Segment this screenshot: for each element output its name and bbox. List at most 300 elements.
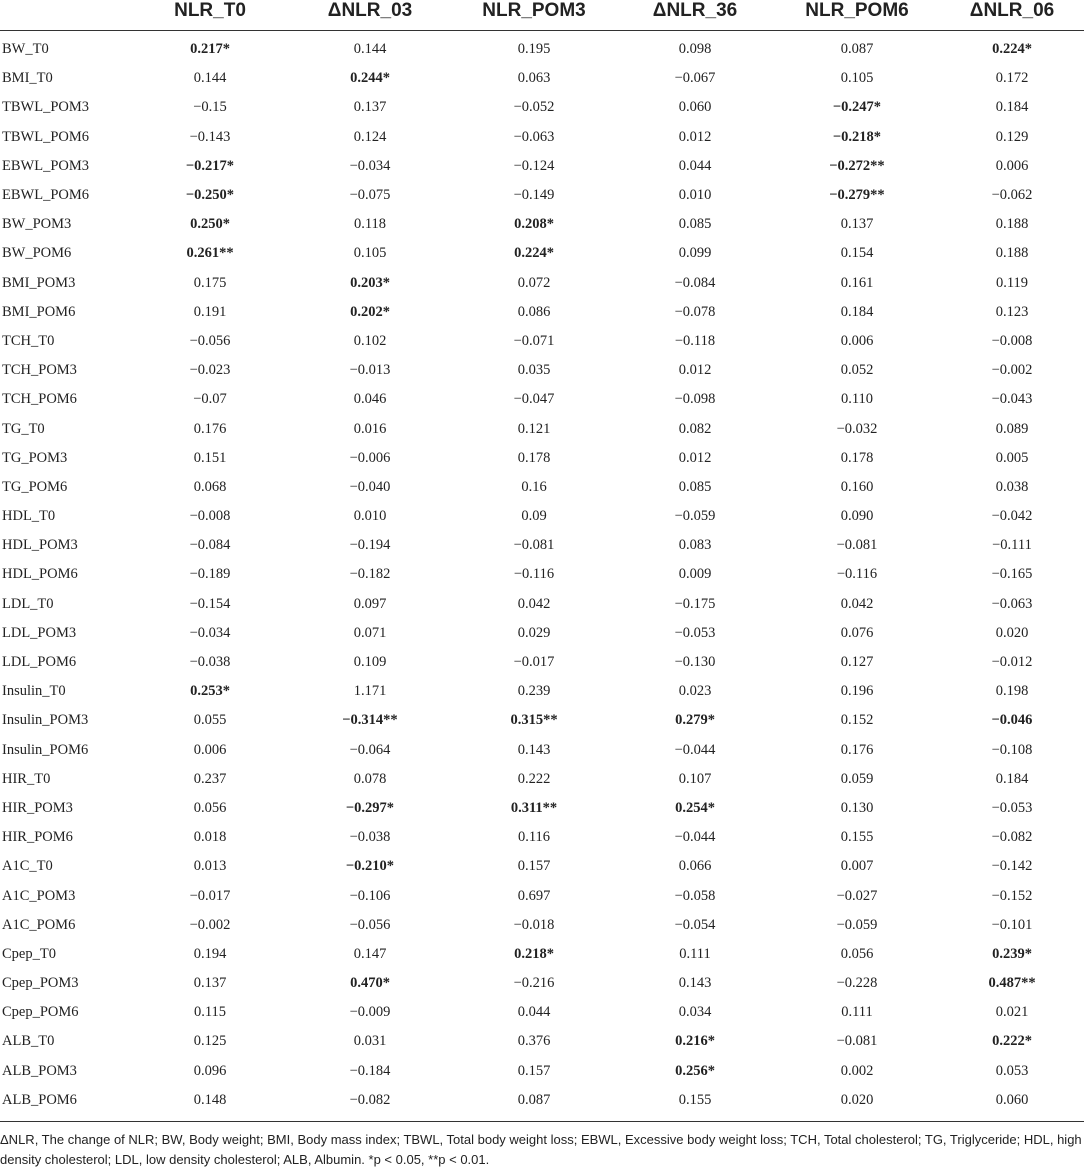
table-cell: 0.239* (992, 945, 1032, 962)
table-cell: 0.315** (510, 712, 558, 729)
table-cell: 0.005 (995, 449, 1029, 466)
table-cell: 0.020 (995, 624, 1029, 641)
table-cell: 0.203* (350, 274, 390, 291)
table-cell: 0.137 (353, 99, 387, 116)
table-cell: −0.297* (345, 799, 395, 816)
table-cell: 0.082 (678, 420, 712, 437)
table-row (0, 64, 1084, 93)
table-cell: −0.002 (189, 916, 231, 933)
table-row (0, 444, 1084, 473)
table-row (0, 298, 1084, 327)
table-cell: −0.210* (345, 858, 395, 875)
table-cell: 0.184 (840, 303, 874, 320)
table-cell: 0.012 (678, 362, 712, 379)
table-cell: 0.224* (992, 41, 1032, 58)
table-cell: −0.059 (674, 508, 716, 525)
table-cell: 0.311** (510, 799, 558, 816)
row-label: TCH_POM6 (2, 391, 77, 408)
table-cell: 0.118 (353, 216, 387, 233)
table-cell: −0.038 (349, 829, 391, 846)
table-cell: −0.124 (513, 157, 555, 174)
table-header (0, 0, 1084, 31)
row-label: Insulin_POM6 (2, 741, 89, 758)
row-label: HDL_T0 (2, 508, 56, 525)
table-cell: −0.118 (674, 332, 716, 349)
table-cell: 0.107 (678, 770, 712, 787)
table-cell: 0.007 (840, 858, 874, 875)
table-cell: −0.064 (349, 741, 391, 758)
table-cell: 0.121 (517, 420, 551, 437)
table-cell: −0.075 (349, 187, 391, 204)
row-label: A1C_POM6 (2, 916, 76, 933)
table-cell: 0.006 (840, 332, 874, 349)
table-cell: 0.157 (517, 858, 551, 875)
table-row (0, 881, 1084, 910)
table-cell: 0.253* (190, 683, 230, 700)
table-cell: 0.042 (517, 595, 551, 612)
table-cell: 0.124 (353, 128, 387, 145)
table-cell: 0.105 (840, 70, 874, 87)
table-row (0, 152, 1084, 181)
table-cell: −0.038 (189, 654, 231, 671)
table-cell: 0.222 (517, 770, 551, 787)
table-row (0, 706, 1084, 735)
table-cell: −0.081 (836, 1033, 878, 1050)
table-row (0, 736, 1084, 765)
table-cell: 0.09 (521, 508, 547, 525)
table-cell: 0.119 (995, 274, 1029, 291)
row-label: A1C_T0 (2, 858, 53, 875)
table-cell: 0.222* (992, 1033, 1032, 1050)
table-cell: 0.148 (193, 1091, 227, 1108)
table-cell: 0.096 (193, 1062, 227, 1079)
row-label: LDL_POM6 (2, 654, 77, 671)
row-label: TCH_T0 (2, 332, 55, 349)
table-cell: −0.189 (189, 566, 231, 583)
row-label: Cpep_T0 (2, 945, 56, 962)
table-cell: 0.016 (353, 420, 387, 437)
table-cell: 0.195 (517, 41, 551, 58)
header-cell: ΔNLR_06 (969, 0, 1055, 21)
table-cell: 0.083 (678, 537, 712, 554)
row-label: Insulin_T0 (2, 683, 66, 700)
row-label: BW_T0 (2, 41, 49, 58)
table-row (0, 327, 1084, 356)
table-row (0, 852, 1084, 881)
table-cell: 0.161 (840, 274, 874, 291)
table-cell: −0.023 (189, 362, 231, 379)
table-cell: −0.130 (674, 654, 716, 671)
table-cell: −0.012 (991, 654, 1033, 671)
row-label: ALB_T0 (2, 1033, 55, 1050)
table-cell: 0.115 (193, 1004, 227, 1021)
table-cell: 1.171 (353, 683, 387, 700)
row-label: LDL_T0 (2, 595, 54, 612)
table-cell: 0.102 (353, 332, 387, 349)
table-cell: −0.063 (513, 128, 555, 145)
table-cell: −0.116 (513, 566, 555, 583)
row-label: Insulin_POM3 (2, 712, 89, 729)
table-cell: 0.060 (995, 1091, 1029, 1108)
table-cell: 0.087 (517, 1091, 551, 1108)
table-cell: 0.053 (995, 1062, 1029, 1079)
table-cell: −0.002 (991, 362, 1033, 379)
row-label: BW_POM3 (2, 216, 72, 233)
table-cell: 0.068 (193, 478, 227, 495)
table-cell: 0.143 (517, 741, 551, 758)
header-cell: ΔNLR_36 (652, 0, 738, 21)
table-cell: −0.042 (991, 508, 1033, 525)
table-cell: −0.084 (189, 537, 231, 554)
table-cell: 0.042 (840, 595, 874, 612)
table-row (0, 531, 1084, 560)
table-cell: 0.060 (678, 99, 712, 116)
table-cell: −0.106 (349, 887, 391, 904)
table-cell: 0.086 (517, 303, 551, 320)
table-cell: 0.176 (840, 741, 874, 758)
table-cell: 0.059 (840, 770, 874, 787)
table-cell: 0.006 (995, 157, 1029, 174)
table-cell: 0.021 (995, 1004, 1029, 1021)
table-cell: 0.155 (840, 829, 874, 846)
row-label: A1C_POM3 (2, 887, 76, 904)
table-cell: 0.013 (193, 858, 227, 875)
header-row (0, 0, 1084, 31)
table-cell: 0.208* (514, 216, 554, 233)
table-row (0, 473, 1084, 502)
table-cell: 0.038 (995, 478, 1029, 495)
table-cell: 0.175 (193, 274, 227, 291)
table-cell: −0.034 (189, 624, 231, 641)
table-cell: 0.256* (675, 1062, 715, 1079)
table-cell: −0.194 (349, 537, 391, 554)
table-cell: 0.087 (840, 41, 874, 58)
row-label: LDL_POM3 (2, 624, 77, 641)
table-cell: 0.224* (514, 245, 554, 262)
table-cell: 0.129 (995, 128, 1029, 145)
table-cell: 0.066 (678, 858, 712, 875)
table-cell: 0.279* (675, 712, 715, 729)
table-row (0, 998, 1084, 1027)
row-label: HDL_POM6 (2, 566, 78, 583)
table-cell: 0.178 (840, 449, 874, 466)
table-cell: 0.237 (193, 770, 227, 787)
table-cell: −0.067 (674, 70, 716, 87)
table-body (0, 31, 1084, 1115)
table-cell: 0.218* (514, 945, 554, 962)
table-cell: 0.184 (995, 99, 1029, 116)
table-cell: 0.16 (521, 478, 547, 495)
table-cell: 0.116 (517, 829, 551, 846)
table-cell: −0.084 (674, 274, 716, 291)
table-cell: −0.009 (349, 1004, 391, 1021)
table-cell: −0.052 (513, 99, 555, 116)
table-cell: −0.053 (991, 799, 1033, 816)
table-cell: −0.078 (674, 303, 716, 320)
table-cell: 0.012 (678, 449, 712, 466)
table-cell: −0.182 (349, 566, 391, 583)
table-cell: 0.023 (678, 683, 712, 700)
table-footnote: ΔNLR, The change of NLR; BW, Body weight; BMI, Body mass index; TBWL, Total body weight loss; EBWL, Excessive body weight loss; TCH, Total cholesterol; TG, Triglyceride; HDL, high density cholesterol; LDL, low density cholesterol; ALB, Albumin. *p < 0.05, **p < 0.01. (0, 1132, 1082, 1167)
table-cell: 0.110 (840, 391, 874, 408)
table-cell: 0.151 (193, 449, 227, 466)
table-cell: −0.082 (991, 829, 1033, 846)
table-cell: 0.018 (193, 829, 227, 846)
table-cell: −0.008 (991, 332, 1033, 349)
table-cell: −0.058 (674, 887, 716, 904)
table-row (0, 1086, 1084, 1115)
row-label: BMI_POM6 (2, 303, 76, 320)
table-cell: −0.044 (674, 741, 716, 758)
table-row (0, 414, 1084, 443)
table-row (0, 823, 1084, 852)
table-cell: 0.006 (193, 741, 227, 758)
table-cell: −0.046 (991, 712, 1033, 729)
table-cell: 0.044 (678, 157, 712, 174)
table-cell: −0.063 (991, 595, 1033, 612)
table-row (0, 1057, 1084, 1086)
table-cell: 0.137 (193, 975, 227, 992)
table-row (0, 969, 1084, 998)
table-cell: 0.111 (679, 945, 711, 962)
table-cell: 0.487** (988, 975, 1036, 992)
table-cell: −0.142 (991, 858, 1033, 875)
table-cell: −0.175 (674, 595, 716, 612)
table-row (0, 648, 1084, 677)
table-cell: −0.149 (513, 187, 555, 204)
table-cell: 0.105 (353, 245, 387, 262)
table-cell: 0.239 (517, 683, 551, 700)
table-cell: 0.109 (353, 654, 387, 671)
table-cell: 0.178 (517, 449, 551, 466)
table-cell: 0.176 (193, 420, 227, 437)
table-row (0, 619, 1084, 648)
table-cell: −0.279** (829, 187, 885, 204)
table-cell: 0.261** (186, 245, 234, 262)
table-cell: −0.081 (513, 537, 555, 554)
table-cell: 0.191 (193, 303, 227, 320)
table-cell: 0.160 (840, 478, 874, 495)
table-cell: −0.143 (189, 128, 231, 145)
table-cell: 0.085 (678, 216, 712, 233)
header-cell-variable (0, 0, 132, 31)
table-cell: 0.217* (190, 41, 230, 58)
table-row (0, 502, 1084, 531)
header-cell: NLR_POM3 (482, 0, 586, 21)
table-cell: 0.194 (193, 945, 227, 962)
table-cell: −0.081 (836, 537, 878, 554)
table-cell: 0.046 (353, 391, 387, 408)
row-label: TBWL_POM6 (2, 128, 89, 145)
table-cell: −0.056 (189, 332, 231, 349)
table-cell: 0.202* (350, 303, 390, 320)
table-cell: 0.072 (517, 274, 551, 291)
table-cell: −0.108 (991, 741, 1033, 758)
table-cell: 0.123 (995, 303, 1029, 320)
row-label: BMI_POM3 (2, 274, 76, 291)
table-row (0, 210, 1084, 239)
row-label: EBWL_POM6 (2, 187, 89, 204)
table-cell: 0.111 (841, 1004, 873, 1021)
table-cell: 0.010 (678, 187, 712, 204)
header-cell: NLR_POM6 (805, 0, 909, 21)
table-cell: 0.697 (517, 887, 551, 904)
table-row (0, 677, 1084, 706)
table-cell: 0.254* (675, 799, 715, 816)
table-row (0, 31, 1084, 65)
table-cell: 0.044 (517, 1004, 551, 1021)
table-cell: −0.082 (349, 1091, 391, 1108)
table-row (0, 239, 1084, 268)
table-cell: −0.018 (513, 916, 555, 933)
table-cell: −0.043 (991, 391, 1033, 408)
table-cell: 0.052 (840, 362, 874, 379)
table-cell: −0.165 (991, 566, 1033, 583)
table-row (0, 123, 1084, 152)
row-label: HIR_T0 (2, 770, 51, 787)
table-cell: −0.044 (674, 829, 716, 846)
row-label: BW_POM6 (2, 245, 72, 262)
table-cell: −0.228 (836, 975, 878, 992)
table-cell: −0.056 (349, 916, 391, 933)
table-cell: 0.143 (678, 975, 712, 992)
table-cell: 0.076 (840, 624, 874, 641)
row-label: ALB_POM3 (2, 1062, 77, 1079)
table-row (0, 269, 1084, 298)
table-cell: 0.188 (995, 245, 1029, 262)
table-cell: 0.031 (353, 1033, 387, 1050)
table-cell: −0.053 (674, 624, 716, 641)
table-cell: 0.089 (995, 420, 1029, 437)
table-cell: −0.034 (349, 157, 391, 174)
table-cell: −0.217* (185, 157, 235, 174)
table-cell: 0.216* (675, 1033, 715, 1050)
table-cell: −0.059 (836, 916, 878, 933)
table-cell: 0.155 (678, 1091, 712, 1108)
table-cell: 0.127 (840, 654, 874, 671)
table-cell: 0.035 (517, 362, 551, 379)
row-label: TG_T0 (2, 420, 45, 437)
table-row (0, 560, 1084, 589)
table-cell: −0.314** (342, 712, 398, 729)
table-cell: 0.097 (353, 595, 387, 612)
table-row (0, 794, 1084, 823)
table-row (0, 765, 1084, 794)
table-cell: 0.137 (840, 216, 874, 233)
table-cell: −0.154 (189, 595, 231, 612)
table-cell: 0.009 (678, 566, 712, 583)
table-cell: −0.047 (513, 391, 555, 408)
row-label: Cpep_POM3 (2, 975, 79, 992)
table-cell: 0.125 (193, 1033, 227, 1050)
row-label: HIR_POM6 (2, 829, 73, 846)
table-cell: −0.152 (991, 887, 1033, 904)
table-cell: 0.071 (353, 624, 387, 641)
table-row (0, 1027, 1084, 1056)
table-cell: −0.032 (836, 420, 878, 437)
table-cell: −0.15 (193, 99, 227, 116)
header-cell: ΔNLR_03 (327, 0, 413, 21)
table-cell: 0.144 (193, 70, 227, 87)
row-label: HIR_POM3 (2, 799, 73, 816)
table-cell: 0.002 (840, 1062, 874, 1079)
row-label: TG_POM6 (2, 478, 68, 495)
table-cell: 0.090 (840, 508, 874, 525)
table-cell: 0.172 (995, 70, 1029, 87)
row-label: TBWL_POM3 (2, 99, 89, 116)
table-row (0, 385, 1084, 414)
table-row (0, 181, 1084, 210)
table-row (0, 940, 1084, 969)
table-cell: 0.012 (678, 128, 712, 145)
table-row (0, 911, 1084, 940)
table-cell: −0.272** (829, 157, 885, 174)
table-cell: −0.098 (674, 391, 716, 408)
table-cell: −0.216 (513, 975, 555, 992)
row-label: BMI_T0 (2, 70, 53, 87)
table-cell: 0.085 (678, 478, 712, 495)
table-cell: 0.154 (840, 245, 874, 262)
table-cell: −0.054 (674, 916, 716, 933)
table-cell: −0.218* (832, 128, 882, 145)
table-cell: 0.184 (995, 770, 1029, 787)
table-cell: 0.056 (193, 799, 227, 816)
table-cell: 0.250* (190, 216, 230, 233)
table-cell: 0.034 (678, 1004, 712, 1021)
header-cell: NLR_T0 (174, 0, 246, 21)
table-cell: 0.078 (353, 770, 387, 787)
table-cell: 0.152 (840, 712, 874, 729)
table-row (0, 93, 1084, 122)
table-cell: −0.013 (349, 362, 391, 379)
row-label: EBWL_POM3 (2, 157, 89, 174)
table-cell: −0.017 (189, 887, 231, 904)
table-cell: 0.376 (517, 1033, 551, 1050)
table-cell: 0.098 (678, 41, 712, 58)
row-label: ALB_POM6 (2, 1091, 77, 1108)
row-label: TCH_POM3 (2, 362, 77, 379)
table-cell: 0.147 (353, 945, 387, 962)
table-cell: −0.111 (992, 537, 1032, 554)
table-cell: −0.017 (513, 654, 555, 671)
table-cell: −0.062 (991, 187, 1033, 204)
table-cell: −0.040 (349, 478, 391, 495)
table-cell: −0.027 (836, 887, 878, 904)
table-cell: −0.250* (185, 187, 235, 204)
table-cell: −0.07 (193, 391, 227, 408)
footnote-divider (0, 1121, 1084, 1122)
table-cell: 0.055 (193, 712, 227, 729)
table-cell: −0.247* (832, 99, 882, 116)
table-cell: −0.101 (991, 916, 1033, 933)
table-cell: −0.071 (513, 332, 555, 349)
table-cell: 0.244* (350, 70, 390, 87)
table-cell: 0.010 (353, 508, 387, 525)
row-label: TG_POM3 (2, 449, 68, 466)
table-cell: 0.029 (517, 624, 551, 641)
table-cell: 0.144 (353, 41, 387, 58)
row-label: Cpep_POM6 (2, 1004, 79, 1021)
table-cell: −0.116 (836, 566, 878, 583)
table-cell: 0.056 (840, 945, 874, 962)
table-cell: 0.130 (840, 799, 874, 816)
table-cell: −0.008 (189, 508, 231, 525)
table-cell: 0.157 (517, 1062, 551, 1079)
table-cell: −0.006 (349, 449, 391, 466)
table-cell: 0.099 (678, 245, 712, 262)
table-cell: 0.188 (995, 216, 1029, 233)
table-cell: −0.184 (349, 1062, 391, 1079)
